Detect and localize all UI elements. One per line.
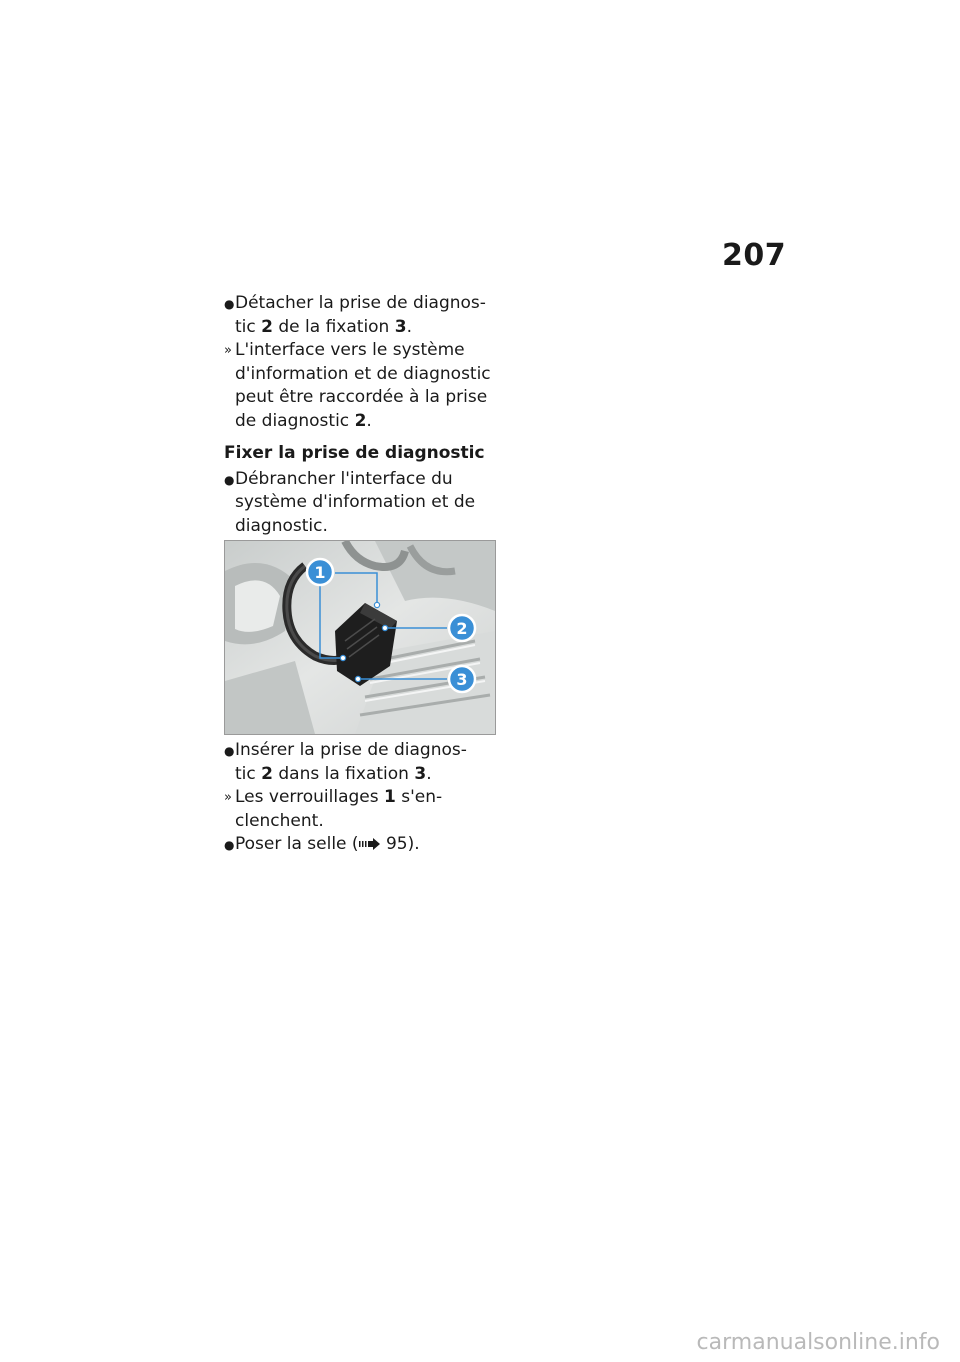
text-line: L'interface vers le système — [235, 340, 465, 360]
instruction-block-2 — [224, 739, 496, 857]
text-line — [235, 833, 496, 857]
text-line: système d'information et de — [235, 492, 476, 512]
list-item — [224, 786, 496, 833]
text-fragment: Poser la selle ( — [235, 834, 359, 854]
photo-illustration — [225, 541, 495, 734]
reference-number: 2 — [261, 763, 273, 784]
text-line — [235, 786, 496, 810]
bullet-marker: ● — [224, 297, 235, 311]
list-item — [224, 339, 496, 433]
text-line: peut être raccordée à la prise — [235, 387, 488, 407]
text-line: Détacher la prise de diagnos- — [235, 293, 486, 313]
list-item — [224, 292, 496, 339]
list-item — [224, 739, 496, 786]
text-fragment: . — [366, 410, 372, 431]
result-marker: » — [224, 343, 232, 358]
callout-3 — [449, 666, 475, 692]
text-line: diagnostic. — [235, 515, 328, 536]
text-line: d'information et de diagnostic — [235, 363, 491, 384]
bullet-marker: ● — [224, 472, 235, 487]
text-line — [235, 410, 496, 434]
reference-number: 1 — [384, 787, 396, 807]
text-fragment: de diagnostic — [235, 410, 355, 431]
diagnostic-socket-photo — [224, 540, 496, 735]
text-fragment: . — [426, 763, 432, 784]
list-item — [224, 833, 496, 857]
callout-label: 1 — [314, 563, 326, 582]
text-line: Insérer la prise de diagnos- — [235, 740, 467, 760]
text-line — [235, 316, 496, 340]
page-reference-link[interactable]: 95 — [380, 834, 408, 854]
reference-number: 2 — [261, 316, 273, 337]
page-reference-arrow-icon — [359, 838, 381, 850]
result-marker: » — [224, 790, 232, 805]
instruction-block-1 — [224, 292, 496, 538]
section-heading: Fixer la prise de diagnostic — [224, 443, 485, 463]
text-line: Débrancher l'interface du — [235, 468, 453, 489]
callout-2 — [449, 615, 475, 641]
text-fragment: tic — [235, 316, 262, 337]
text-fragment: ). — [407, 834, 420, 854]
bullet-marker: ● — [224, 838, 235, 852]
text-fragment: tic — [235, 763, 262, 784]
text-fragment: s'en- — [395, 787, 443, 807]
text-fragment: . — [406, 316, 412, 337]
reference-number: 2 — [354, 410, 367, 431]
callout-label: 3 — [456, 670, 468, 689]
reference-number: 3 — [414, 763, 427, 784]
text-line: clenchent. — [235, 810, 324, 831]
reference-number: 3 — [394, 316, 407, 337]
bullet-marker: ● — [224, 744, 235, 758]
list-item — [224, 468, 496, 539]
text-fragment: de la fixation — [272, 316, 395, 337]
watermark: carmanualsonline.info — [696, 1330, 940, 1355]
text-fragment: dans la fixation — [272, 763, 415, 784]
page-number: 207 — [722, 238, 787, 273]
callout-label: 2 — [456, 619, 468, 638]
text-fragment: Les verrouillages — [235, 787, 384, 807]
text-line — [235, 763, 496, 787]
callout-1 — [307, 559, 333, 585]
